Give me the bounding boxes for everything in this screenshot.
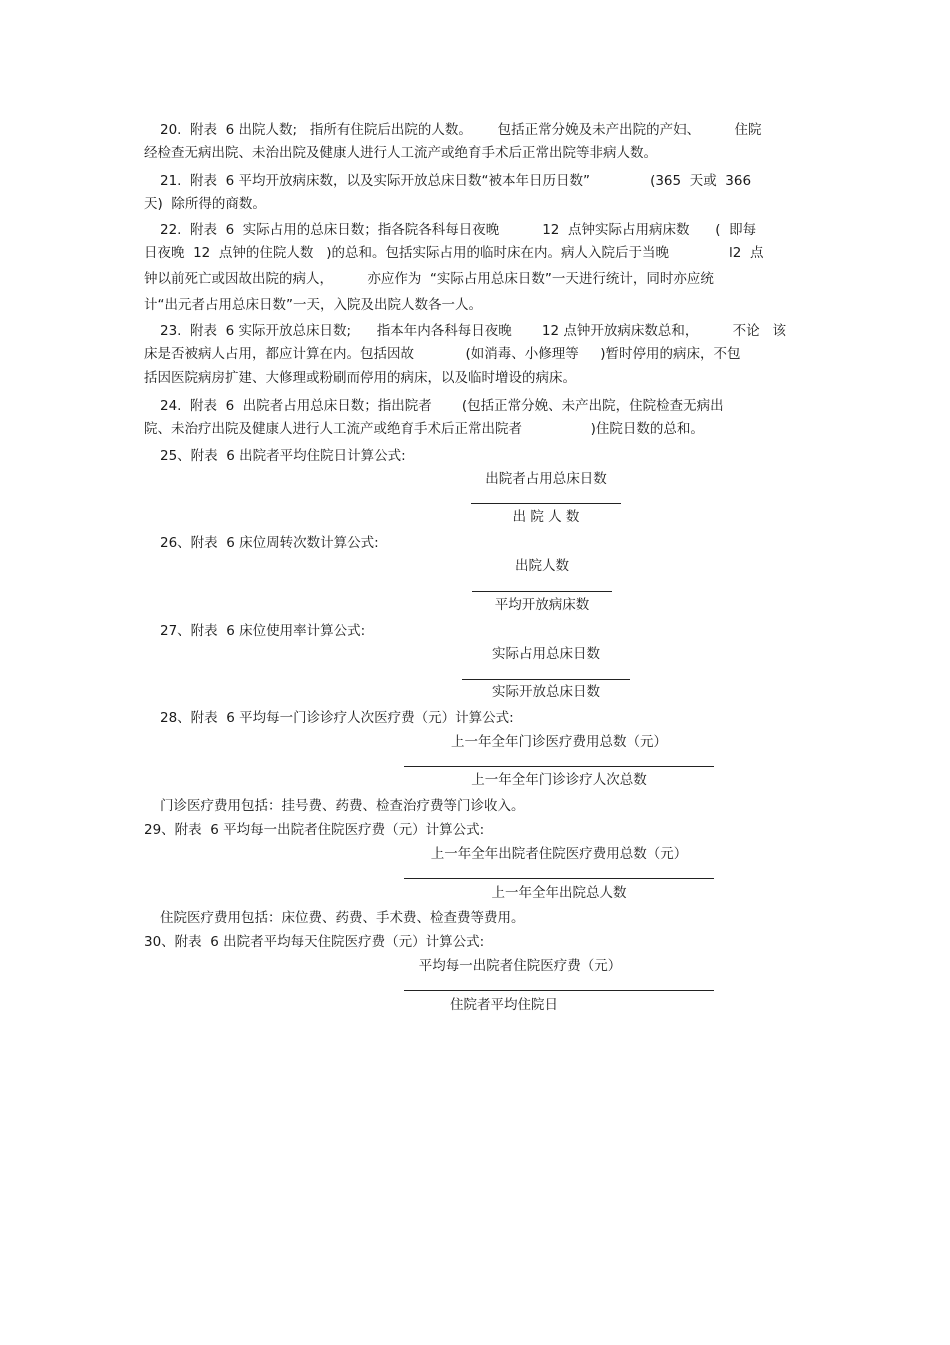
formula-26-denominator: 平均开放病床数: [494, 597, 590, 613]
item-22-line-4: 计“出元者占用总床日数”一天，入院及出院人数各一人。: [144, 297, 482, 313]
item-25-title: 25、附表 6 出院者平均住院日计算公式:: [160, 448, 406, 464]
formula-29-denominator: 上一年全年出院总人数: [491, 885, 627, 901]
item-26-title: 26、附表 6 床位周转次数计算公式:: [160, 535, 379, 551]
formula-29-numerator: 上一年全年出院者住院医疗费用总数（元）: [430, 846, 688, 862]
item-29-title: 29、附表 6 平均每一出院者住院医疗费（元）计算公式:: [144, 822, 485, 838]
formula-28-fraction-bar: [404, 766, 714, 767]
item-27-title: 27、附表 6 床位使用率计算公式:: [160, 623, 366, 639]
item-30-title: 30、附表 6 出院者平均每天住院医疗费（元）计算公式:: [144, 934, 485, 950]
formula-27-denominator: 实际开放总床日数: [492, 684, 600, 700]
item-29-note: 住院医疗费用包括：床位费、药费、手术费、检查费等费用。: [160, 910, 525, 926]
item-28-note: 门诊医疗费用包括：挂号费、药费、检查治疗费等门诊收入。: [160, 798, 525, 814]
item-23-line-3: 括因医院病房扩建、大修理或粉刷而停用的病床，以及临时增设的病床。: [144, 370, 576, 386]
formula-30-numerator: 平均每一出院者住院医疗费（元）: [418, 958, 622, 974]
item-24-line-2: 院、未治疗出院及健康人进行人工流产或绝育手术后正常出院者 )住院日数的总和。: [144, 421, 704, 437]
formula-25-denominator: 出 院 人 数: [512, 509, 580, 525]
item-23-line-1: 23. 附表 6 实际开放总床日数; 指本年内各科每日夜晚 12 点钟开放病床数总和， 不论 该: [160, 323, 787, 339]
item-21-line-1: 21. 附表 6 平均开放病床数，以及实际开放总床日数“被本年日历日数” (365 天或 366: [160, 173, 752, 189]
item-20-line-1: 20. 附表 6 出院人数; 指所有住院后出院的人数。 包括正常分娩及未产出院的产妇、 住院: [160, 122, 762, 138]
formula-28-numerator: 上一年全年门诊医疗费用总数（元）: [451, 734, 667, 750]
formula-30-denominator: 住院者平均住院日: [450, 997, 558, 1013]
formula-26-fraction-bar: [472, 591, 612, 592]
item-24-line-1: 24. 附表 6 出院者占用总床日数；指出院者 (包括正常分娩、未产出院，住院检查无病出: [160, 398, 724, 414]
item-23-line-2: 床是否被病人占用，都应计算在内。包括因故 (如消毒、小修理等 )暂时停用的病床，不包: [144, 346, 741, 362]
formula-25-fraction-bar: [471, 503, 621, 504]
item-22-line-3: 钟以前死亡或因故出院的病人， 亦应作为 “实际占用总床日数”一天进行统计，同时亦应统: [144, 271, 714, 287]
formula-27-numerator: 实际占用总床日数: [492, 646, 600, 662]
formula-27-fraction-bar: [462, 679, 630, 680]
item-22-line-1: 22. 附表 6 实际占用的总床日数；指各院各科每日夜晚 12 点钟实际占用病床数 ( 即每: [160, 222, 757, 238]
formula-25-numerator: 出院者占用总床日数: [485, 471, 607, 487]
item-20-line-2: 经检查无病出院、未治出院及健康人进行人工流产或绝育手术后正常出院等非病人数。: [144, 145, 657, 161]
formula-26-numerator: 出院人数: [515, 558, 569, 574]
item-22-line-2: 日夜晚 12 点钟的住院人数 )的总和。包括实际占用的临时床在内。病人入院后于当晚 l2 点: [144, 245, 764, 261]
item-28-title: 28、附表 6 平均每一门诊诊疗人次医疗费（元）计算公式:: [160, 710, 514, 726]
formula-30-fraction-bar: [404, 990, 714, 991]
formula-28-denominator: 上一年全年门诊诊疗人次总数: [471, 772, 647, 788]
item-21-line-2: 天) 除所得的商数。: [144, 196, 266, 212]
formula-29-fraction-bar: [404, 878, 714, 879]
